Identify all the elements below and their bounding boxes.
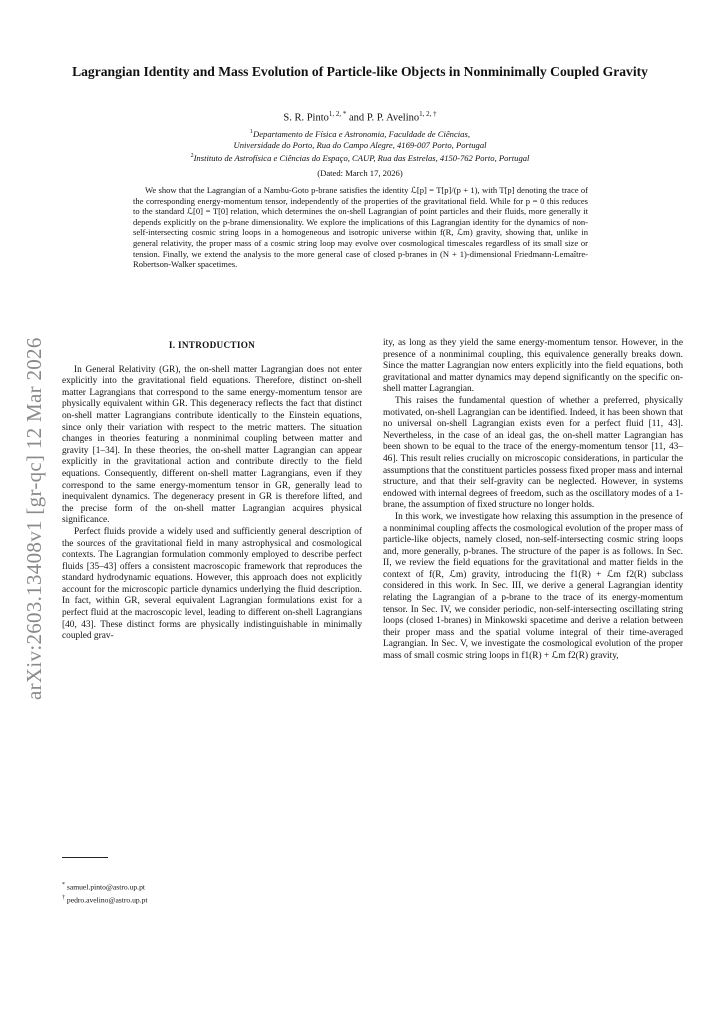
affiliation-mark: 1 — [250, 129, 254, 135]
paragraph: This raises the fundamental question of whether a preferred, physically motivated, on-shell Lagrangian can be identified. Indeed, it has been shown that no universal on-shell Lagrangian exists even for a perfect fluid [11, 43]. Nevertheless, in the case of an ideal gas, the on-shell matter Lagrangian has been shown to be equal to the trace of the energy-momentum tensor [11, 43–46]. This result relies crucially on microscopic considerations, in particular the assumptions that the constituent particles possess fixed proper mass and internal structure, and that their self-gravity can be neglected. However, in systems endowed with internal degrees of freedom, such as the oscillatory modes of a 1-brane, the assumption of fixed structure no longer holds. — [383, 395, 683, 511]
affiliation-text: Departamento de Física e Astronomia, Faculdade de Ciências, — [253, 128, 470, 139]
footnote-mark: * — [62, 882, 65, 888]
affiliation-2 — [60, 151, 660, 164]
affiliation-mark: 2 — [190, 153, 194, 159]
author-affiliation-marks: 1, 2, † — [419, 110, 437, 118]
right-column — [383, 338, 683, 663]
author-name: S. R. Pinto — [283, 112, 329, 124]
footnotes — [62, 880, 362, 905]
footnote-email[interactable]: pedro.avelino@astro.up.pt — [66, 895, 148, 905]
date-line: (Dated: March 17, 2026) — [317, 168, 403, 178]
affiliation-text: Instituto de Astrofísica e Ciências do Espaço, CAUP, Rua das Estrelas, 4150-762 Porto, Portugal — [193, 152, 530, 163]
footnote-email[interactable]: samuel.pinto@astro.up.pt — [66, 882, 145, 892]
author-line — [60, 110, 660, 124]
arxiv-stamp — [22, 300, 48, 700]
author-name: P. P. Avelino — [366, 112, 420, 124]
arxiv-identifier: arXiv:2603.13408v1 [gr-qc] 12 Mar 2026 — [22, 337, 46, 700]
paragraph: In General Relativity (GR), the on-shell matter Lagrangian does not enter explicitly into the gravitational field equations. Therefore, distinct on-shell matter Lagrangians that correspond to the same energy-momentum tensor are physically equivalent within GR. This degeneracy reflects the fact that distinct on-shell matter Lagrangians contribute identically to the Einstein equations, since only their variation with respect to the metric matters. The situation changes in theories featuring a nonminimal coupling between matter and gravity [1–34]. In these theories, the on-shell matter Lagrangian can appear explicitly in the gravitational action and contribute directly to the field equations. Consequently, different on-shell matter Lagrangians, even if they correspond to the same energy-momentum tensor in GR, generally lead to inequivalent dynamics. The degeneracy present in GR is therefore lifted, and the precise form of the on-shell matter Lagrangian acquires physical significance. — [62, 364, 362, 526]
footnote-mark: † — [62, 894, 65, 901]
author-affiliation-marks: 1, 2, * — [328, 110, 347, 118]
author-conjunction: and — [346, 112, 367, 124]
affiliation-1 — [60, 127, 660, 151]
footnote — [62, 893, 362, 906]
footnote-rule — [62, 857, 108, 858]
paragraph: ity, as long as they yield the same energy-momentum tensor. However, in the presence of a nonminimal coupling, this equivalence generally breaks down. Since the matter Lagrangian now enters explicitly into the field equations, both gravitational and matter dynamics may depend significantly on the specific on-shell matter Lagrangian. — [383, 338, 683, 395]
paragraph: In this work, we investigate how relaxing this assumption in the presence of a nonminimal coupling affects the cosmological evolution of the proper mass of particle-like objects, namely closed, non-self-intersecting cosmic string loops and, more generally, p-branes. The structure of the paper is as follows. In Sec. II, we review the field equations for the gravitational and matter fields in the context of f(R, ℒm) gravity, introducing the f1(R) + ℒm f2(R) subclass considered in this work. In Sec. III, we derive a general Lagrangian identity relating the Lagrangian of a p-brane to the trace of its energy-momentum tensor. In Sec. IV, we consider periodic, non-self-intersecting oscillating string loops (closed 1-branes) in Minkowski spacetime and derive a relation between their proper mass and the spatial volume integral of their time-averaged Lagrangian. In Sec. V, we investigate the cosmological evolution of the proper mass of small cosmic string loops in f1(R) + ℒm f2(R) gravity, — [383, 511, 683, 662]
paragraph: Perfect fluids provide a widely used and sufficiently general description of the sources of the gravitational field in many astrophysical and cosmological contexts. The Lagrangian formulation commonly employed to describe perfect fluids [35–43] offers a consistent macroscopic framework that reproduces the standard hydrodynamic equations. However, this approach does not explicitly account for the microscopic particle dynamics underlying the fluid description. In fact, within GR, several equivalent Lagrangian formulations exist for a perfect fluid at the macroscopic level, leading to different on-shell Lagrangians [40, 43]. These distinct forms are physically indistinguishable in minimally coupled grav- — [62, 526, 362, 642]
section-heading: I. INTRODUCTION — [168, 340, 256, 350]
left-column — [62, 338, 362, 643]
affiliation-text: Universidade do Porto, Rua do Campo Alegre, 4169-007 Porto, Portugal — [233, 139, 487, 150]
footnote — [62, 880, 362, 893]
abstract: We show that the Lagrangian of a Nambu-Goto p-brane satisfies the identity ℒ[p] = T[p]/(p + 1), with T[p] denoting the trace of the corresponding energy-momentum tensor, independently of the properties of the gravitational field. While for p = 0 this reduces to the standard ℒ[0] = T[0] relation, which determines the on-shell Lagrangian of point particles and their fluids, more generally it depends explicitly on the p-brane dimensionality. We explore the implications of this Lagrangian identity for the dynamics of non-self-intersecting cosmic string loops in a homogeneous and isotropic universe within f(R, ℒm) gravity, showing that, unlike in general relativity, the proper mass of a cosmic string loop may evolve over cosmological timescales regardless of its small size or tension. Finally, we extend the analysis to the more general case of closed p-branes in (N + 1)-dimensional Friedmann-Lemaître-Robertson-Walker spacetimes. — [133, 185, 588, 270]
paper-title: Lagrangian Identity and Mass Evolution of Particle-like Objects in Nonminimally Coupled Gravity — [72, 64, 648, 79]
